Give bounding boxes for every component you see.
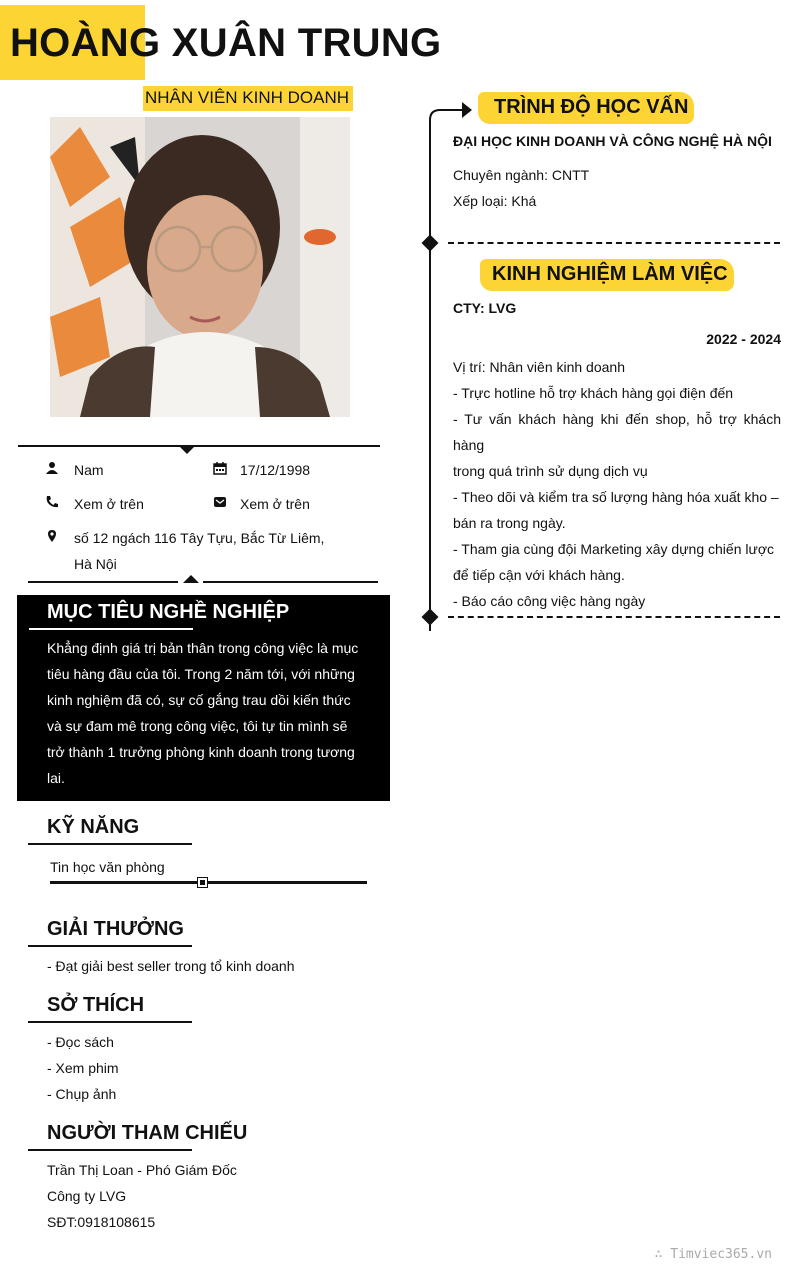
award-item: - Đạt giải best seller trong tổ kinh doanh [47, 958, 295, 974]
profile-photo-illustration [50, 117, 350, 417]
gender-value: Nam [74, 462, 104, 478]
objective-title: MỤC TIÊU NGHỀ NGHIỆP [47, 601, 290, 623]
name-part1: HOÀNG [10, 21, 161, 65]
experience-line: - Tư vấn khách hàng khi đến shop, hỗ trợ khách hàng [453, 411, 781, 453]
experience-line: trong quá trình sử dụng dịch vụ [453, 463, 648, 479]
objective-line: và sự đam mê trong công việc, tôi tự tin mình sẽ [47, 718, 348, 734]
awards-underline [28, 945, 192, 947]
experience-line: - Trực hotline hỗ trợ khách hàng gọi điện đến [453, 385, 734, 401]
hobby-item: - Xem phim [47, 1060, 119, 1076]
experience-details [453, 354, 781, 614]
objective-line: Khẳng định giá trị bản thân trong công việc là mục [47, 640, 359, 656]
address-line-2: Hà Nội [74, 556, 117, 572]
name-part2: XUÂN TRUNG [160, 21, 442, 65]
hobbies-underline [28, 1021, 192, 1023]
user-icon [45, 461, 59, 475]
profile-photo [50, 117, 350, 417]
education-dashed-divider [448, 242, 780, 244]
footer-brand[interactable]: ∴ Timviec365.vn [654, 1247, 772, 1262]
skills-title: KỸ NĂNG [47, 816, 140, 838]
hobby-item: - Đọc sách [47, 1034, 114, 1050]
education-grade: Xếp loại: Khá [453, 193, 537, 209]
objective-line: kinh nghiệm đã có, sự cố gắng trau dồi kiến thức [47, 692, 351, 708]
experience-line: Vị trí: Nhân viên kinh doanh [453, 359, 625, 375]
skill-label: Tin học văn phòng [50, 859, 165, 875]
references-title: NGƯỜI THAM CHIẾU [47, 1122, 248, 1144]
phone-value: Xem ở trên [74, 496, 144, 512]
experience-company: CTY: LVG [453, 300, 517, 316]
full-name [10, 21, 441, 66]
job-title: NHÂN VIÊN KINH DOANH [143, 86, 353, 111]
reference-line: SĐT:0918108615 [47, 1214, 156, 1230]
experience-line: - Tham gia cùng đội Marketing xây dựng chiến lược [453, 541, 775, 557]
birthday-value: 17/12/1998 [240, 462, 311, 478]
experience-line: - Theo dõi và kiểm tra số lượng hàng hóa xuất kho – [453, 489, 779, 505]
calendar-icon [213, 461, 227, 475]
map-pin-icon [45, 529, 59, 543]
education-major: Chuyên ngành: CNTT [453, 167, 590, 183]
education-school: ĐẠI HỌC KINH DOANH VÀ CÔNG NGHỆ HÀ NỘI [453, 133, 772, 149]
objective-line: tiêu hàng đầu của tôi. Trong 2 năm tới, với những [47, 666, 355, 682]
objective-text [47, 635, 359, 791]
experience-line: để tiếp cận với khách hàng. [453, 567, 625, 583]
info-top-divider [18, 445, 380, 447]
hobbies-title: SỞ THÍCH [47, 994, 145, 1016]
info-top-triangle [179, 446, 195, 454]
skill-level-marker [197, 877, 208, 888]
objective-line: trở thành 1 trưởng phòng kinh doanh trong tương [47, 744, 355, 760]
info-bottom-triangle [183, 575, 199, 583]
reference-line: Công ty LVG [47, 1188, 127, 1204]
objective-underline [29, 628, 193, 630]
info-bottom-divider-right [203, 581, 378, 583]
awards-title: GIẢI THƯỞNG [47, 918, 184, 940]
skill-level-track [50, 881, 367, 884]
address-line-1: số 12 ngách 116 Tây Tựu, Bắc Từ Liêm, [74, 530, 325, 546]
references-underline [28, 1149, 192, 1151]
experience-line: bán ra trong ngày. [453, 515, 566, 531]
email-value: Xem ở trên [240, 496, 310, 512]
objective-section [17, 595, 390, 801]
experience-dashed-divider [448, 616, 780, 618]
education-title: TRÌNH ĐỘ HỌC VẤN [494, 96, 689, 118]
skills-underline [28, 843, 192, 845]
objective-line: lai. [47, 770, 65, 786]
experience-line: - Báo cáo công việc hàng ngày [453, 593, 646, 609]
info-bottom-divider-left [28, 581, 178, 583]
experience-period: 2022 - 2024 [706, 331, 781, 347]
email-icon [213, 495, 227, 509]
experience-title: KINH NGHIỆM LÀM VIỆC [492, 263, 728, 285]
phone-icon [45, 495, 59, 509]
reference-line: Trần Thị Loan - Phó Giám Đốc [47, 1162, 237, 1178]
hobby-item: - Chụp ảnh [47, 1086, 117, 1102]
